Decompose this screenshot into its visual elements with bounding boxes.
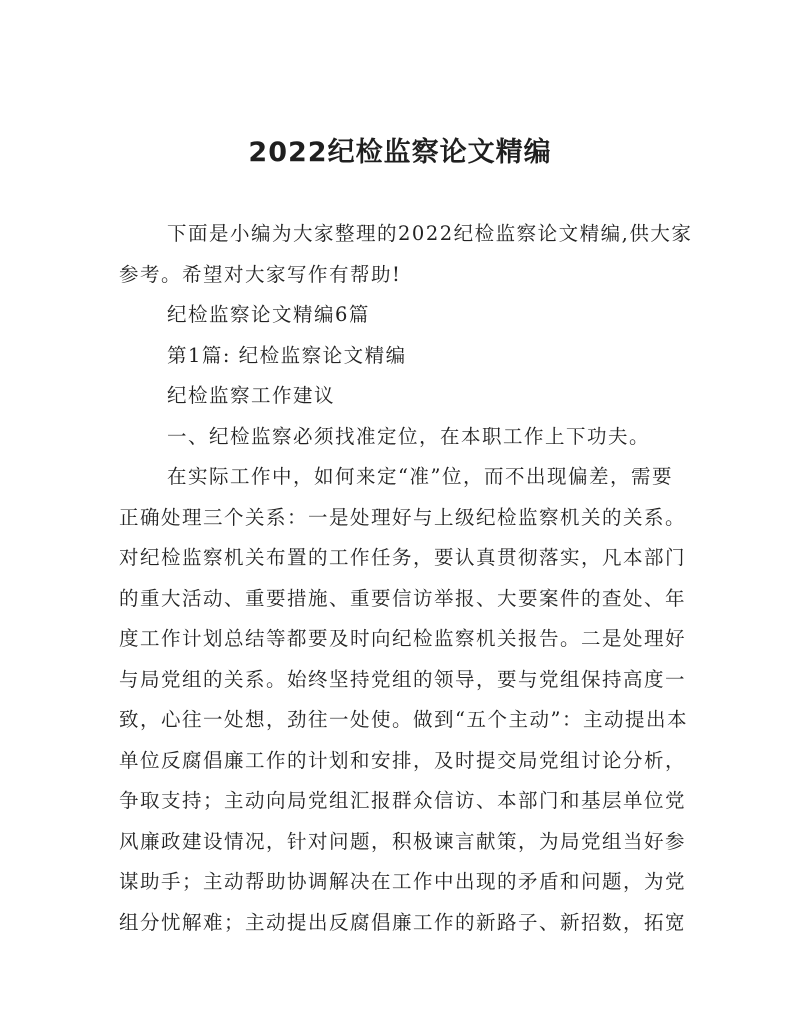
document-title: 2022纪检监察论文精编 <box>248 137 552 168</box>
text-line: 致，心往一处想，劲往一处使。做到“五个主动”：主动提出本 <box>119 708 688 731</box>
text-line: 第1篇: 纪检监察论文精编 <box>167 343 407 367</box>
text-line: 对纪检监察机关布置的工作任务，要认真贯彻落实，凡本部门 <box>119 546 687 569</box>
text-line: 风廉政建设情况，针对问题，积极谏言献策，为局党组当好参 <box>119 829 687 853</box>
text-line: 纪检监察工作建议 <box>167 384 336 407</box>
text-line: 下面是小编为大家整理的2022纪检监察论文精编,供大家 <box>167 222 693 245</box>
text-line: 正确处理三个关系：一是处理好与上级纪检监察机关的关系。 <box>119 505 687 529</box>
text-line: 争取支持；主动向局党组汇报群众信访、本部门和基层单位党 <box>119 789 687 812</box>
document-body <box>119 214 693 943</box>
text-line: 纪检监察论文精编6篇 <box>167 303 370 326</box>
text-line: 组分忧解难；主动提出反腐倡廉工作的新路子、新招数，拓宽 <box>119 910 687 934</box>
text-line: 度工作计划总结等都要及时向纪检监察机关报告。二是处理好 <box>119 627 687 650</box>
text-line: 参考。希望对大家写作有帮助! <box>119 262 402 286</box>
text-line: 的重大活动、重要措施、重要信访举报、大要案件的查处、年 <box>119 586 687 610</box>
text-line: 一、纪检监察必须找准定位，在本职工作上下功夫。 <box>167 424 651 448</box>
text-line: 谋助手；主动帮助协调解决在工作中出现的矛盾和问题，为党 <box>119 870 687 893</box>
text-line: 与局党组的关系。始终坚持党组的领导，要与党组保持高度一 <box>119 667 687 691</box>
text-line: 在实际工作中，如何来定“准”位，而不出现偏差，需要 <box>167 465 673 488</box>
text-line: 单位反腐倡廉工作的计划和安排，及时提交局党组讨论分析， <box>119 748 687 772</box>
